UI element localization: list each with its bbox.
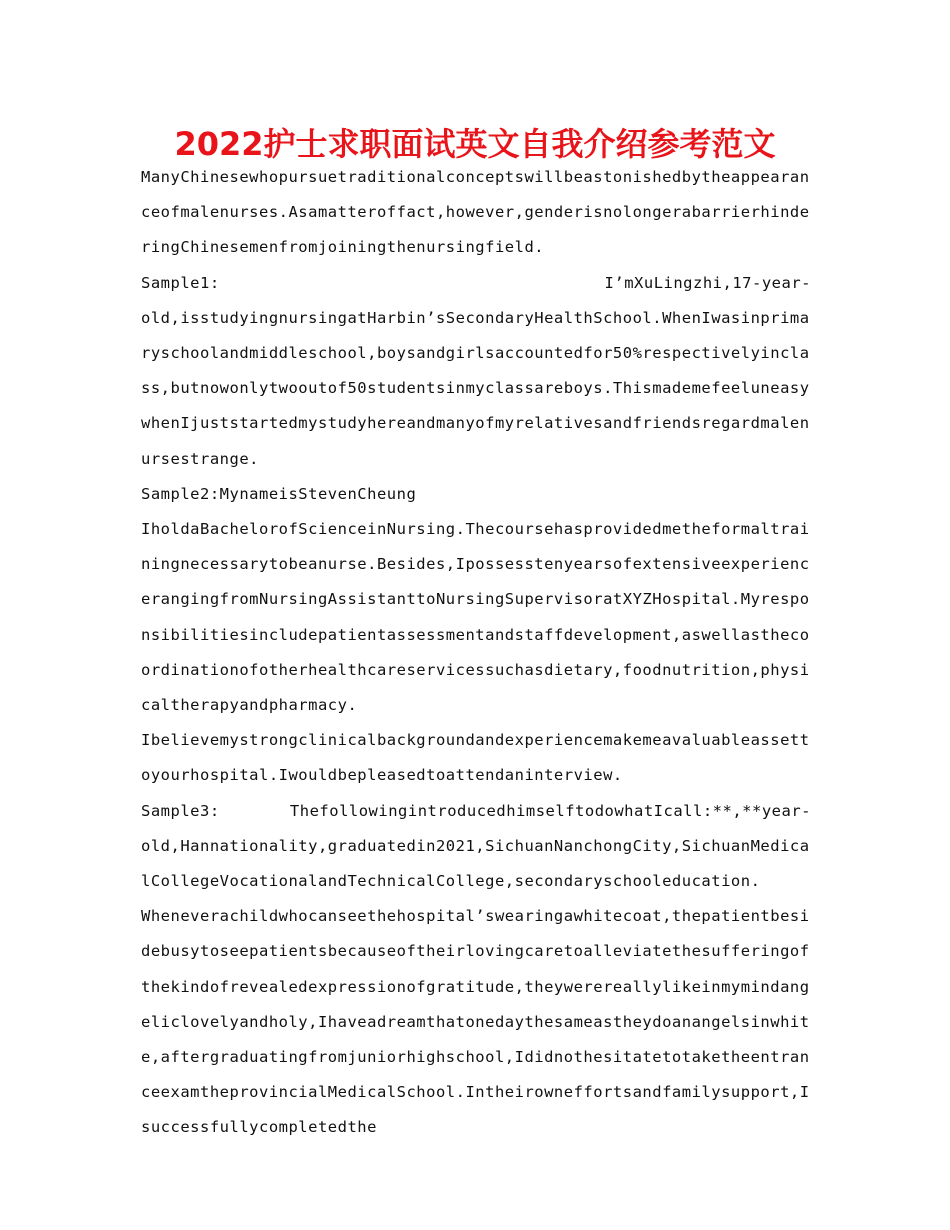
sample2-label: Sample2:MynameisStevenCheung [141, 484, 417, 503]
intro-paragraph: ManyChinesewhopursuetraditionalconceptswillbeastonishedbytheappearanceofmalenurses.Asamatteroffact,however,genderisnolongerabarrierhinderingChinesemenfromjoiningthenursingfield. [141, 168, 810, 257]
sample3-first-fragment: ThefollowingintroducedhimselftodowhatIcall:**,**year- [289, 801, 811, 820]
sample3-label: Sample3: [141, 801, 220, 820]
document-title: 2022护士求职面试英文自我介绍参考范文 [174, 125, 776, 163]
sample2-paragraph-2: Ibelievemystrongclinicalbackgroundandexperiencemakemeavaluableassettoyourhospital.Iwouldbepleasedtoattendaninterview. [141, 731, 810, 785]
sample3-heading-line [141, 794, 811, 829]
sample1-heading-line [141, 266, 811, 301]
sample1-label: Sample1: [141, 273, 220, 292]
sample2-paragraph-1: IholdaBachelorofScienceinNursing.Thecoursehasprovidedmetheformaltrainingnecessarytobeanurse.Besides,IpossesstenyearsofextensiveexperiencerangingfromNursingAssistanttoNursingSupervisoratXYZHospital.Myresponsibilitiesincludepatientassessmentandstaffdevelopment,aswellasthecoordinationofotherhealthcareservicessuchasdietary,foodnutrition,physicaltherapyandpharmacy. [141, 520, 810, 715]
sample3-paragraph-1: old,Hannationality,graduatedin2021,SichuanNanchongCity,SichuanMedicalCollegeVocationalandTechnicalCollege,secondaryschooleducation. [141, 836, 810, 891]
sample1-first-fragment: I’mXuLingzhi,17-year- [604, 273, 811, 292]
document-body [141, 160, 811, 1146]
sample1-paragraph: old,isstudyingnursingatHarbin’sSecondaryHealthSchool.WhenIwasinprimaryschoolandmiddleschool,boysandgirlsaccountedfor50%respectivelyinclass,butnowonlytwooutof50studentsinmyclassareboys.ThismademefeeluneasywhenIjuststartedmystudyhereandmanyofmyrelativesandfriendsregardmalenursestrange. [141, 308, 810, 468]
sample3-paragraph-2: Wheneverachildwhocanseethehospital’swearingawhitecoat,thepatientbesidebusytoseepatientsbecauseoftheirlovingcaretoalleviatethesufferingofthekindofrevealedexpressionofgratitude,theywerereallylikeinmymindangeliclovelyandholy,Ihaveadreamthatonedaythesameastheydoanangelsinwhite,aftergraduatingfromjuniorhighschool,IdidnothesitatetotaketheentranceexamtheprovincialMedicalSchool.Intheirowneffortsandfamilysupport,Isuccessfullycompletedthe [141, 907, 810, 1137]
